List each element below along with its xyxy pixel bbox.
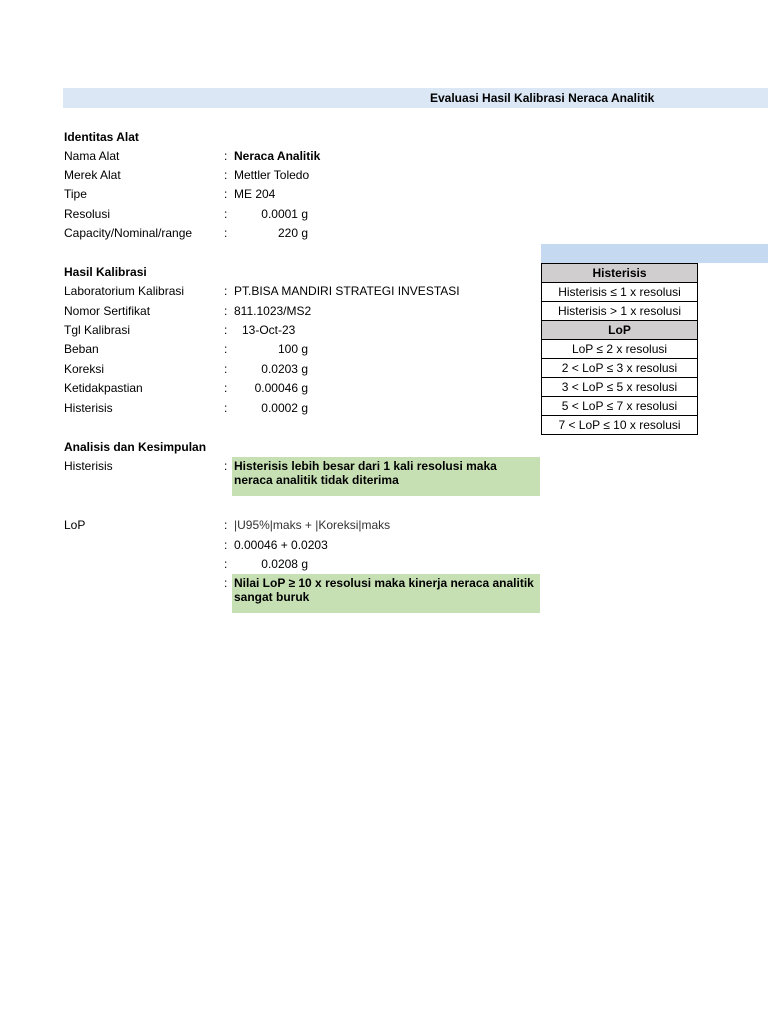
row-value-resolusi: 0.0001 g bbox=[261, 207, 308, 221]
row-colon: : bbox=[224, 518, 228, 532]
row-colon: : bbox=[224, 459, 228, 473]
row-label-tgl-kalibrasi: Tgl Kalibrasi bbox=[64, 323, 131, 337]
table-cell: 7 < LoP ≤ 10 x resolusi bbox=[542, 416, 698, 435]
analisis-lop-label: LoP bbox=[64, 518, 86, 532]
analisis-histerisis-label: Histerisis bbox=[64, 459, 113, 473]
row-label-laboratorium: Laboratorium Kalibrasi bbox=[64, 284, 185, 298]
row-colon: : bbox=[224, 362, 228, 376]
table-cell: 3 < LoP ≤ 5 x resolusi bbox=[542, 378, 698, 397]
row-label-resolusi: Resolusi bbox=[64, 207, 111, 221]
row-value-capacity: 220 g bbox=[277, 226, 308, 240]
lop-result: 0.0208 g bbox=[261, 557, 308, 571]
reference-table bbox=[541, 263, 698, 435]
row-label-beban: Beban bbox=[64, 342, 99, 356]
table-cell: LoP ≤ 2 x resolusi bbox=[542, 340, 698, 359]
row-colon: : bbox=[224, 284, 228, 298]
lop-conclusion: Nilai LoP ≥ 10 x resolusi maka kinerja neraca analitik sangat buruk bbox=[232, 574, 540, 613]
lop-substitution: 0.00046 + 0.0203 bbox=[234, 538, 328, 552]
row-value-nama-alat: Neraca Analitik bbox=[234, 149, 321, 163]
row-value-nomor-sertifikat: 811.1023/MS2 bbox=[234, 304, 312, 318]
row-label-histerisis: Histerisis bbox=[64, 401, 113, 415]
row-label-capacity: Capacity/Nominal/range bbox=[64, 226, 193, 240]
histerisis-conclusion: Histerisis lebih besar dari 1 kali resolusi maka neraca analitik tidak diterima bbox=[232, 457, 540, 496]
table-cell: 2 < LoP ≤ 3 x resolusi bbox=[542, 359, 698, 378]
row-colon: : bbox=[224, 342, 228, 356]
row-value-beban: 100 g bbox=[277, 342, 308, 356]
row-label-nama-alat: Nama Alat bbox=[64, 149, 120, 163]
lop-formula: |U95%|maks + |Koreksi|maks bbox=[234, 518, 391, 532]
row-colon: : bbox=[224, 168, 228, 182]
row-colon: : bbox=[224, 576, 228, 590]
row-colon: : bbox=[224, 226, 228, 240]
section-heading-hasil: Hasil Kalibrasi bbox=[64, 265, 147, 279]
row-colon: : bbox=[224, 149, 228, 163]
row-colon: : bbox=[224, 304, 228, 318]
row-colon: : bbox=[224, 381, 228, 395]
row-value-koreksi: 0.0203 g bbox=[261, 362, 308, 376]
row-value-laboratorium: PT.BISA MANDIRI STRATEGI INVESTASI bbox=[234, 284, 460, 298]
row-value-histerisis: 0.0002 g bbox=[261, 401, 308, 415]
row-colon: : bbox=[224, 401, 228, 415]
row-colon: : bbox=[224, 207, 228, 221]
row-colon: : bbox=[224, 323, 228, 337]
row-colon: : bbox=[224, 187, 228, 201]
row-value-merek-alat: Mettler Toledo bbox=[234, 168, 310, 182]
page-title: Evaluasi Hasil Kalibrasi Neraca Analitik bbox=[430, 91, 655, 105]
table-cell: 5 < LoP ≤ 7 x resolusi bbox=[542, 397, 698, 416]
row-label-nomor-sertifikat: Nomor Sertifikat bbox=[64, 304, 151, 318]
table-header-lop: LoP bbox=[542, 321, 698, 340]
header-band bbox=[541, 244, 768, 263]
row-label-koreksi: Koreksi bbox=[64, 362, 105, 376]
table-header-histerisis: Histerisis bbox=[542, 264, 698, 283]
section-heading-analisis: Analisis dan Kesimpulan bbox=[64, 440, 207, 454]
row-label-merek-alat: Merek Alat bbox=[64, 168, 121, 182]
table-cell: Histerisis ≤ 1 x resolusi bbox=[542, 283, 698, 302]
row-colon: : bbox=[224, 538, 228, 552]
row-value-tipe: ME 204 bbox=[234, 187, 276, 201]
row-label-tipe: Tipe bbox=[64, 187, 87, 201]
row-value-tgl-kalibrasi: 13-Oct-23 bbox=[242, 323, 296, 337]
title-band bbox=[63, 88, 768, 108]
row-colon: : bbox=[224, 557, 228, 571]
row-label-ketidakpastian: Ketidakpastian bbox=[64, 381, 143, 395]
section-heading-identitas: Identitas Alat bbox=[64, 130, 139, 144]
row-value-ketidakpastian: 0.00046 g bbox=[254, 381, 308, 395]
table-cell: Histerisis > 1 x resolusi bbox=[542, 302, 698, 321]
